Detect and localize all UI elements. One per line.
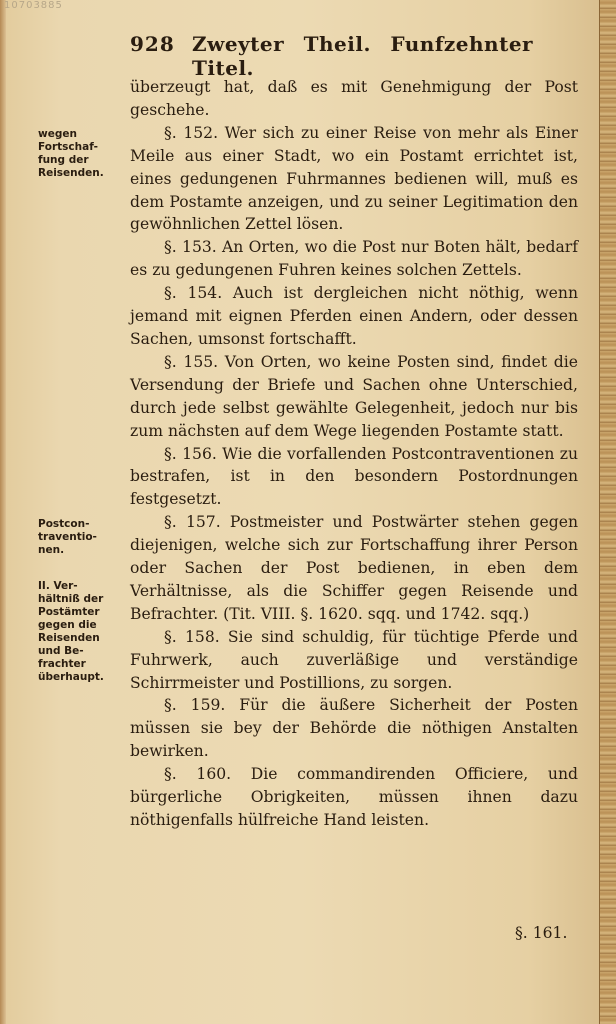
- paragraph-159: §. 159. Für die äußere Sicherheit der Posten müssen sie bey der Behörde die nöthigen Anstalten bewirken.: [130, 696, 578, 761]
- paragraph-155: §. 155. Von Orten, wo keine Posten sind, findet die Versendung der Briefe und Sachen ohne Unterschied, durch jede selbst gewählte Gelegenheit, jedoch nur bis zum nächsten auf dem Wege liegenden Postamte statt.: [130, 352, 578, 440]
- marginal-line: nen.: [38, 544, 65, 556]
- paragraph-154: §. 154. Auch ist dergleichen nicht nöthig, wenn jemand mit eignen Pferden einen Andern, oder dessen Sachen, umsonst fortschafft.: [130, 284, 578, 348]
- paragraph-160: §. 160. Die commandirenden Officiere, und bürgerliche Obrigkeiten, müssen ihnen dazu nöthigenfalls hülfreiche Hand leisten.: [130, 765, 578, 829]
- marginal-line: Reisenden: [38, 632, 100, 644]
- running-header: [130, 30, 580, 80]
- marginal-line: Postcon-: [38, 518, 90, 530]
- paragraph-156: §. 156. Wie die vorfallenden Postcontraventionen zu bestrafen, ist in den besondern Postordnungen festgesetzt.: [130, 444, 578, 509]
- marginal-note-fortschaffung: [38, 128, 104, 180]
- scan-id: 10703885: [4, 0, 63, 11]
- paragraph-152: §. 152. Wer sich zu einer Reise von mehr als Einer Meile aus einer Stadt, wo ein Postamt errichtet ist, eines gedungenen Fuhrmannes bedienen will, muß es dem Postamte anzeigen, und zu seiner Legitimation den gewöhnlichen Zettel lösen.: [130, 123, 578, 234]
- marginal-note-postcontraventionen: [38, 518, 97, 557]
- marginal-line: Reisenden.: [38, 167, 104, 179]
- marginal-line: überhaupt.: [38, 671, 104, 683]
- marginal-line: Postämter: [38, 606, 100, 618]
- marginal-line: hältniß der: [38, 593, 104, 605]
- marginal-line: Fortschaf-: [38, 141, 98, 153]
- paragraph-continuation: überzeugt hat, daß es mit Genehmigung der Post geschehe.: [130, 78, 578, 119]
- marginal-line: frachter: [38, 658, 86, 670]
- paragraph-158: §. 158. Sie sind schuldig, für tüchtige Pferde und Fuhrwerk, auch zuverläßige und verständige Schirrmeister und Postillions, zu sorgen.: [130, 627, 578, 692]
- marginal-line: fung der: [38, 154, 89, 166]
- page-fore-edge: [599, 0, 616, 1024]
- paragraph-157: §. 157. Postmeister und Postwärter stehen gegen diejenigen, welche sich zur Fortschaffung ihrer Person oder Sachen der Post bedienen, in eben dem Verhältnisse, als die Schiffer gegen Reisende und Befrachter. (Tit. VIII. §. 1620. sqq. und 1742. sqq.): [130, 513, 578, 623]
- page-left-edge: [0, 0, 6, 1024]
- marginal-line: traventio-: [38, 531, 97, 543]
- page-number: 928: [130, 32, 175, 56]
- marginal-note-verhaeltniss: [38, 580, 104, 684]
- marginal-line: II. Ver-: [38, 580, 78, 592]
- marginal-line: wegen: [38, 128, 77, 140]
- marginal-line: gegen die: [38, 619, 97, 631]
- running-title: Zweyter Theil. Funfzehnter Titel.: [192, 32, 534, 80]
- body-text: [130, 76, 578, 832]
- catchword: §. 161.: [515, 924, 568, 942]
- paragraph-153: §. 153. An Orten, wo die Post nur Boten hält, bedarf es zu gedungenen Fuhren keines solchen Zettels.: [130, 238, 578, 280]
- marginal-line: und Be-: [38, 645, 84, 657]
